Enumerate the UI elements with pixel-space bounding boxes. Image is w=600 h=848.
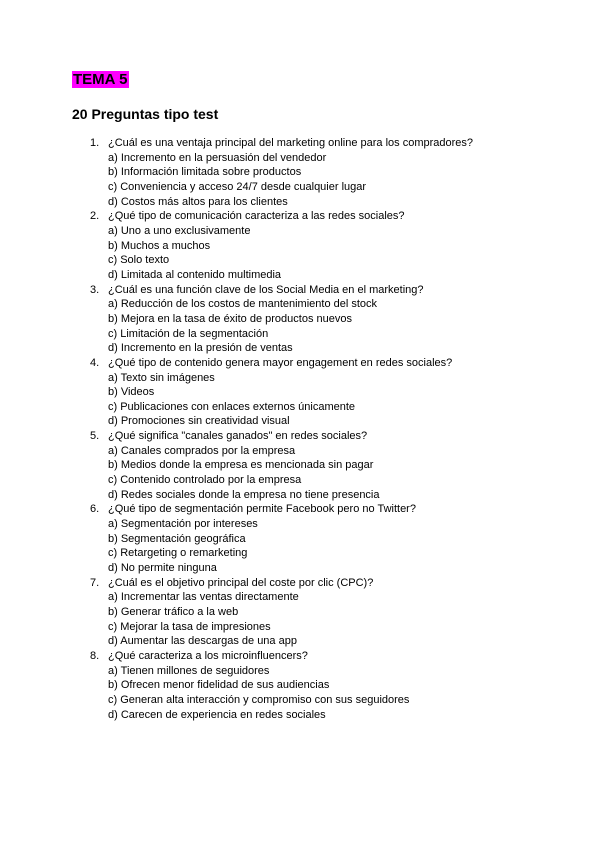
answer-option: b) Videos (108, 386, 155, 399)
question-number: 6. (90, 503, 100, 516)
question-list (72, 136, 572, 722)
answer-option: c) Generan alta interacción y compromiso con sus seguidores (108, 693, 410, 706)
question-number: 7. (90, 576, 100, 589)
answer-option: c) Publicaciones con enlaces externos únicamente (108, 400, 356, 413)
question-text: ¿Qué caracteriza a los microinfluencers? (108, 649, 308, 662)
question-item (72, 649, 572, 722)
answer-option: a) Uno a uno exclusivamente (108, 224, 251, 237)
answer-option: d) No permite ninguna (108, 562, 217, 575)
answer-option: d) Aumentar las descargas de una app (108, 635, 297, 648)
question-item (72, 356, 572, 429)
topic-heading: TEMA 5 (73, 71, 128, 88)
question-number: 8. (90, 649, 100, 662)
answer-option: c) Retargeting o remarketing (108, 547, 248, 560)
answer-option: a) Incremento en la persuasión del vendedor (108, 151, 327, 164)
answer-option: b) Muchos a muchos (108, 239, 211, 252)
answer-option: d) Limitada al contenido multimedia (108, 268, 282, 281)
question-text: ¿Qué tipo de contenido genera mayor engagement en redes sociales? (108, 356, 453, 369)
section-subtitle: 20 Preguntas tipo test (72, 106, 219, 122)
answer-option: d) Incremento en la presión de ventas (108, 342, 293, 355)
question-item (72, 429, 572, 502)
question-text: ¿Qué significa "canales ganados" en redes sociales? (108, 430, 368, 443)
question-item (72, 209, 572, 282)
answer-option: d) Redes sociales donde la empresa no tiene presencia (108, 488, 380, 501)
question-number: 4. (90, 356, 100, 369)
answer-option: c) Limitación de la segmentación (108, 327, 269, 340)
question-number: 1. (90, 137, 100, 149)
answer-option: b) Información limitada sobre productos (108, 166, 302, 179)
question-item (72, 136, 572, 209)
answer-option: a) Tienen millones de seguidores (108, 664, 270, 677)
answer-option: c) Conveniencia y acceso 24/7 desde cualquier lugar (108, 180, 367, 193)
question-item (72, 283, 572, 356)
question-text: ¿Cuál es el objetivo principal del coste por clic (CPC)? (108, 576, 374, 589)
answer-option: c) Solo texto (108, 254, 170, 267)
answer-option: a) Reducción de los costos de mantenimiento del stock (108, 298, 378, 311)
answer-option: a) Texto sin imágenes (108, 371, 215, 384)
answer-option: b) Mejora en la tasa de éxito de productos nuevos (108, 312, 352, 325)
question-text: ¿Qué tipo de segmentación permite Facebook pero no Twitter? (108, 503, 416, 516)
answer-option: d) Costos más altos para los clientes (108, 195, 288, 208)
question-number: 5. (90, 430, 100, 443)
question-text: ¿Cuál es una función clave de los Social Media en el marketing? (108, 283, 424, 296)
answer-option: a) Incrementar las ventas directamente (108, 591, 299, 604)
answer-option: d) Promociones sin creatividad visual (108, 415, 290, 428)
question-item (72, 502, 572, 575)
question-text: ¿Qué tipo de comunicación caracteriza a las redes sociales? (108, 210, 405, 223)
question-text: ¿Cuál es una ventaja principal del marketing online para los compradores? (108, 137, 474, 149)
answer-option: b) Segmentación geográfica (108, 532, 246, 545)
answer-option: c) Contenido controlado por la empresa (108, 474, 302, 487)
answer-option: a) Segmentación por intereses (108, 518, 258, 531)
question-item (72, 576, 572, 649)
answer-option: a) Canales comprados por la empresa (108, 444, 296, 457)
answer-option: c) Mejorar la tasa de impresiones (108, 620, 271, 633)
answer-option: d) Carecen de experiencia en redes sociales (108, 708, 326, 721)
answer-option: b) Medios donde la empresa es mencionada sin pagar (108, 459, 374, 472)
answer-option: b) Generar tráfico a la web (108, 606, 239, 618)
answer-option: b) Ofrecen menor fidelidad de sus audiencias (108, 679, 330, 692)
question-number: 3. (90, 283, 100, 296)
question-number: 2. (90, 210, 100, 223)
